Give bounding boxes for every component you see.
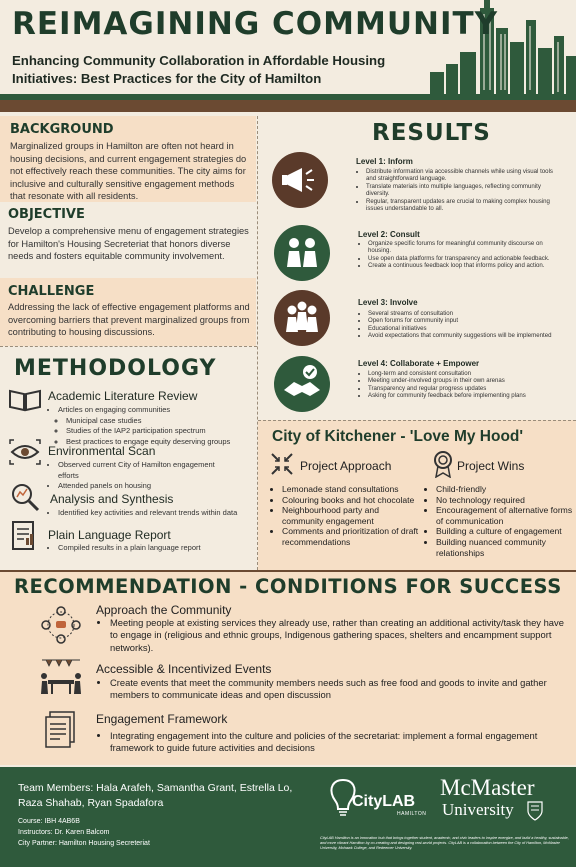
list-item: • Child-friendly	[436, 484, 574, 495]
method-item-bullets	[44, 543, 244, 554]
rec-item-list	[96, 617, 566, 654]
list-item: • Observed current City of Hamilton engagement efforts	[58, 460, 234, 481]
list-item: • Translate materials into multiple languages, reflecting community diversity.	[366, 183, 561, 198]
method-item-title: Academic Literature Review	[48, 389, 198, 403]
list-item: • Several streams of consultation	[368, 310, 563, 317]
approach-heading: Project Approach	[300, 459, 392, 473]
list-item: • Neighbourhood party and community engagement	[282, 505, 420, 526]
list-item: • Meeting under-involved groups in their own arenas	[368, 377, 563, 384]
list-item: • Educational initiatives	[368, 325, 563, 332]
challenge-text: Addressing the lack of effective engagement platforms and overcoming barriers that prevent marginalized groups from contributing to housing discussions.	[8, 302, 250, 338]
method-item-title: Plain Language Report	[48, 528, 171, 542]
level-bullets	[356, 168, 561, 212]
header-band-brown	[0, 100, 576, 112]
mcmaster-crest-icon	[527, 801, 543, 821]
level-title: Level 1: Inform	[356, 157, 413, 166]
book-icon	[8, 388, 42, 412]
level-title: Level 3: Involve	[358, 298, 418, 307]
event-icon	[38, 656, 84, 696]
approach-list	[270, 484, 420, 548]
rec-item-title: Accessible & Incentivized Events	[96, 662, 272, 676]
list-item: • Colouring books and hot chocolate	[282, 495, 420, 506]
list-item: • Create events that meet the community members needs such as free food and goods to invite and gather members to communicate ideas and open discussion	[110, 677, 566, 702]
level-4-badge	[274, 356, 330, 412]
objective-section	[0, 202, 256, 278]
list-item: • Building a culture of engagement	[436, 526, 574, 537]
level-title: Level 4: Collaborate + Empower	[358, 359, 480, 368]
citylab-sub: HAMILTON	[397, 811, 427, 817]
instructors: Instructors: Dr. Karen Balcom	[18, 829, 110, 836]
background-title: BACKGROUND	[10, 122, 114, 137]
challenge-section	[0, 278, 256, 346]
objective-text: Develop a comprehensive menu of engagement strategies for Hamilton's Housing Secreteriat that honors diverse needs and fosters equitable community involvement.	[8, 226, 249, 262]
background-text: Marginalized groups in Hamilton are often not heard in housing decisions, and current engagement strategies do not effectively reach these communities. The city aims for inclusive and culturally sensitive engagement methods that resonate with all residents.	[10, 141, 247, 202]
list-item: • Identified key activities and relevant trends within data	[58, 508, 244, 519]
list-item: • Building nuanced community relationships	[436, 537, 574, 558]
method-item-title: Analysis and Synthesis	[50, 492, 174, 506]
rec-item-list	[96, 677, 566, 702]
wins-heading: Project Wins	[457, 459, 525, 473]
community-network-icon	[38, 606, 84, 644]
magnifier-chart-icon	[10, 482, 40, 512]
list-item: • Meeting people at existing services they already use, rather than creating an additional activity/task they have to engage in (religious and ethnic groups, Indigenous gathering spaces, shelters and encampment support networks).	[110, 617, 566, 654]
challenge-title: CHALLENGE	[8, 284, 95, 299]
list-item: ◦ Best practices to engage equity deserving groups	[66, 437, 254, 448]
handshake-check-icon	[274, 356, 330, 412]
level-bullets	[358, 310, 563, 340]
objective-title: OBJECTIVE	[8, 207, 85, 222]
level-bullets	[358, 370, 563, 400]
list-item: • Organize specific forums for meaningful community discourse on housing.	[368, 240, 563, 255]
poster-title: REIMAGINING COMMUNITY	[12, 6, 499, 42]
team-members: Team Members: Hala Arafeh, Samantha Grant, Estrella Lo, Raza Shahab, Ryan Spadafora	[18, 782, 293, 809]
section-divider	[0, 570, 576, 572]
list-item: • Encouragement of alternative forms of communication	[436, 505, 574, 526]
level-3-badge	[274, 290, 330, 346]
wins-list	[424, 484, 574, 558]
methodology-title: METHODOLOGY	[14, 356, 217, 381]
list-item: • Regular, transparent updates are crucial to making complex housing issues understandable to all.	[366, 198, 561, 213]
footer	[0, 767, 576, 867]
list-item: • Attended panels on housing	[58, 481, 234, 492]
rec-item-title: Engagement Framework	[96, 712, 228, 726]
method-item-bullets	[44, 460, 234, 492]
mcmaster-name: McMaster	[440, 775, 535, 800]
list-item: • Long-term and consistent consultation	[368, 370, 563, 377]
course: Course: IBH 4AB6B	[18, 818, 80, 825]
megaphone-icon	[272, 152, 328, 208]
method-item-title: Environmental Scan	[48, 444, 156, 458]
list-item: • Articles on engaging communities	[58, 405, 254, 416]
recommendation-title: RECOMMENDATION - CONDITIONS FOR SUCCESS	[14, 575, 562, 598]
arrows-converge-icon	[270, 452, 294, 476]
rec-item-title: Approach the Community	[96, 603, 232, 617]
rec-item-list	[96, 730, 566, 755]
award-ribbon-icon	[432, 450, 454, 478]
level-title: Level 2: Consult	[358, 230, 420, 239]
list-item: • Comments and prioritization of draft recommendations	[282, 526, 420, 547]
kitchener-title: City of Kitchener - 'Love My Hood'	[272, 428, 524, 445]
method-item-bullets	[44, 508, 244, 519]
level-bullets	[358, 240, 563, 270]
consult-people-icon	[274, 225, 330, 281]
list-item: ◦ Studies of the IAP2 participation spectrum	[66, 426, 254, 437]
list-item: • Asking for community feedback before implementing plans	[368, 392, 563, 399]
citylab-name: CityLAB	[352, 793, 416, 810]
list-item: • Transparency and regular progress updates	[368, 385, 563, 392]
level-2-badge	[274, 225, 330, 281]
list-item: • Compiled results in a plain language report	[58, 543, 244, 554]
mcmaster-university: University	[442, 800, 514, 819]
list-item: • Use open data platforms for transparency and actionable feedback.	[368, 255, 563, 262]
eye-scan-icon	[8, 438, 42, 466]
citylab-blurb: CityLAB Hamilton is an innovation hub that brings together student, academic, and civic leaders to inspire energize, and build a healthy, sustainable, and more vibrant Hamilton by co-creating and designing real-world projects. CityLAB is a collaboration between the City of Hamilton, McMaster University, Mohawk College, and Redeemer University.	[320, 836, 569, 851]
document-icon	[42, 710, 80, 750]
list-item: • Integrating engagement into the culture and policies of the secretariat: implement a formal engagement framework to guide future activities and decisions	[110, 730, 566, 755]
list-item: • Open forums for community input	[368, 317, 563, 324]
results-title: RESULTS	[372, 120, 491, 146]
city-partner: City Partner: Hamilton Housing Secreteriat	[18, 840, 150, 847]
list-item: • No technology required	[436, 495, 574, 506]
list-item: • Avoid expectations that community suggestions will be implemented	[368, 332, 563, 339]
list-item: ◦ Municipal case studies	[66, 416, 254, 427]
poster-subtitle: Enhancing Community Collaboration in Affordable Housing Initiatives: Best Practices for the City of Hamilton	[12, 53, 386, 86]
background-section	[0, 116, 256, 202]
header	[0, 0, 576, 100]
method-item-bullets	[44, 405, 254, 447]
report-icon	[10, 520, 38, 552]
list-item: • Distribute information via accessible channels while using visual tools and straightforward language.	[366, 168, 561, 183]
section-divider	[0, 346, 257, 347]
section-divider	[258, 420, 576, 421]
list-item: • Create a continuous feedback loop that informs policy and action.	[368, 262, 563, 269]
list-item: • Lemonade stand consultations	[282, 484, 420, 495]
group-icon	[274, 290, 330, 346]
level-1-badge	[272, 152, 328, 208]
